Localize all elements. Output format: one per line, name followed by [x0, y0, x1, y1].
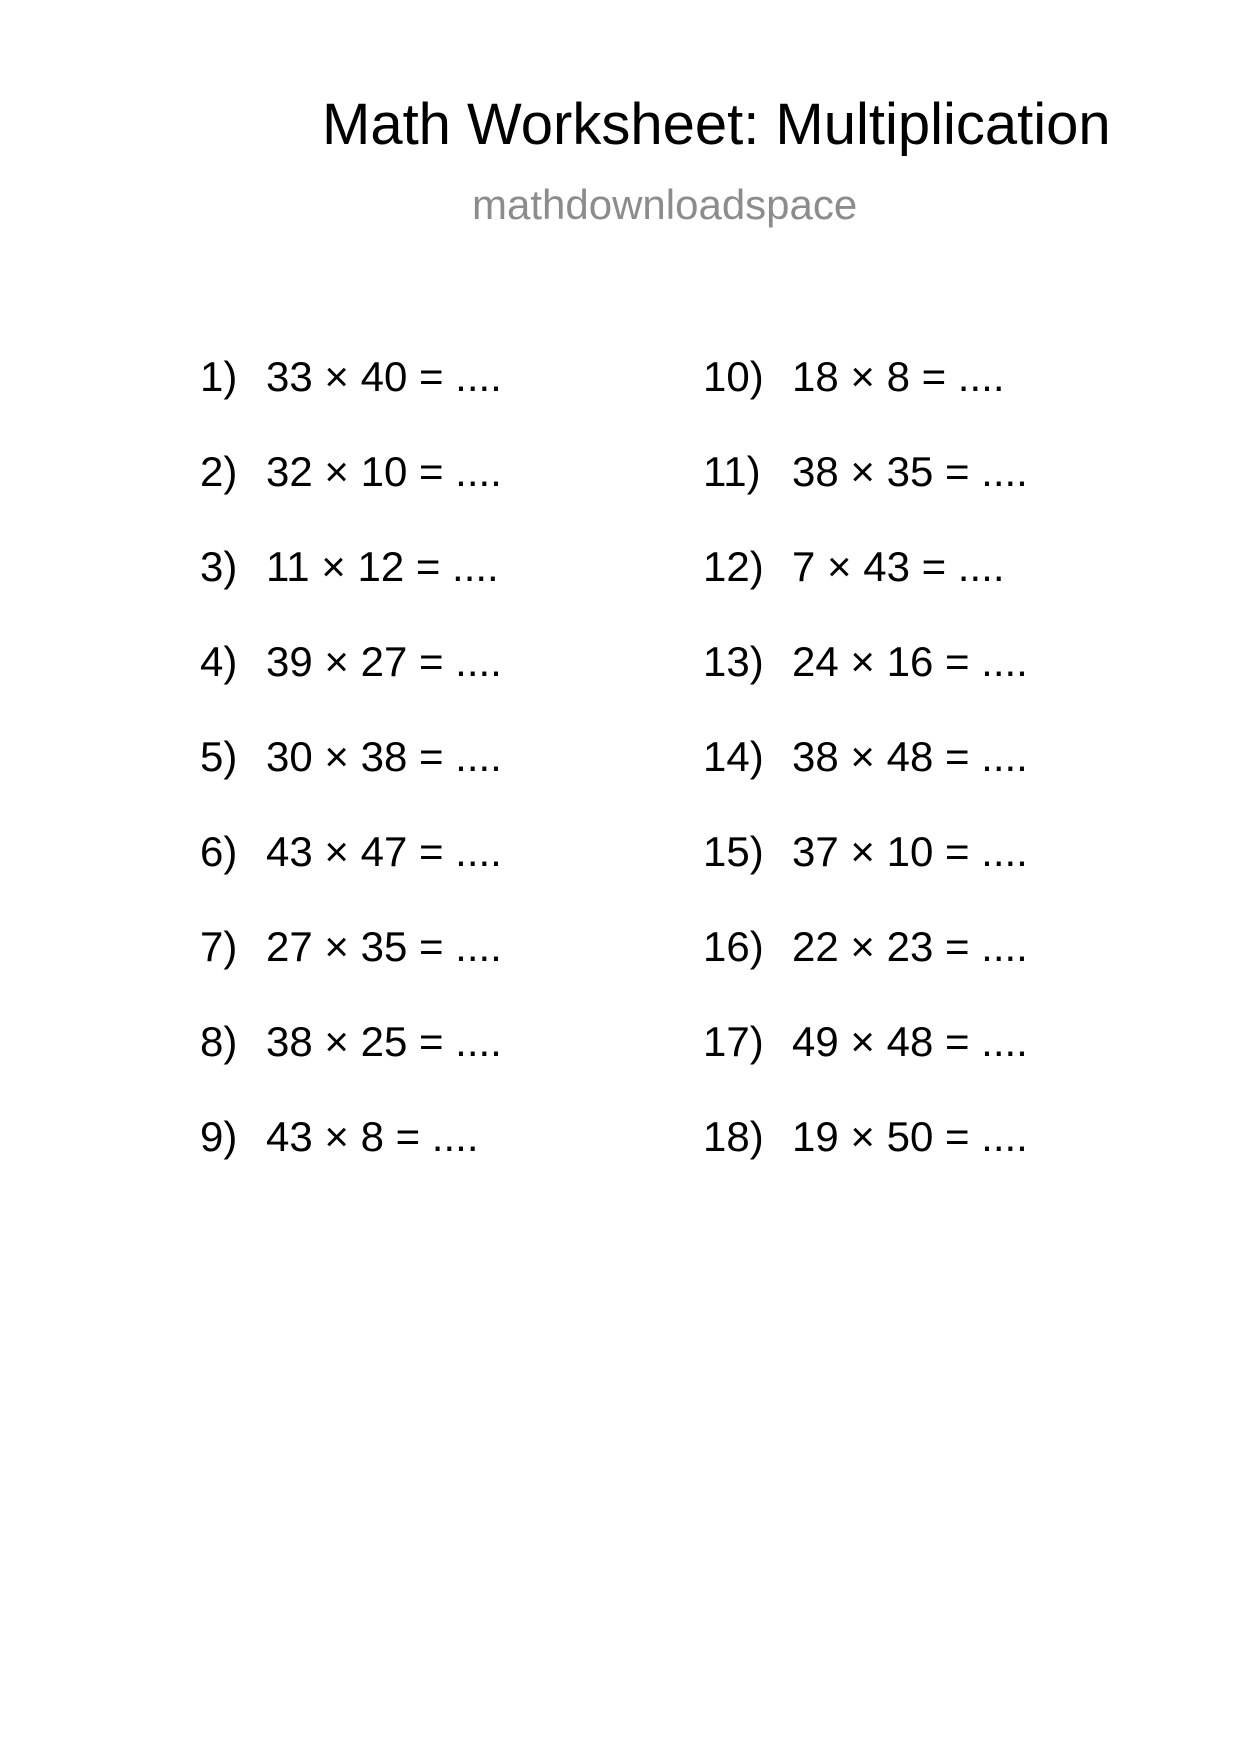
problem-number: 14) — [703, 733, 764, 780]
problem-item — [200, 828, 502, 923]
problem-expression: 30 × 38 = .... — [266, 733, 502, 780]
problem-item — [200, 1018, 502, 1113]
problem-item — [703, 923, 1028, 1018]
problems-right-column — [703, 353, 1028, 1208]
problem-expression: 38 × 35 = .... — [792, 448, 1028, 495]
problem-number: 11) — [703, 448, 761, 495]
problem-number: 15) — [703, 828, 764, 875]
problem-number: 2) — [200, 448, 238, 495]
problem-item — [200, 353, 502, 448]
problem-number: 7) — [200, 923, 238, 970]
problem-expression: 19 × 50 = .... — [792, 1113, 1028, 1160]
problem-number: 4) — [200, 638, 238, 685]
problem-item — [703, 448, 1028, 543]
problem-expression: 49 × 48 = .... — [792, 1018, 1028, 1065]
problem-item — [703, 543, 1028, 638]
problem-item — [703, 1113, 1028, 1208]
problem-expression: 38 × 25 = .... — [266, 1018, 502, 1065]
problem-number: 13) — [703, 638, 764, 685]
problem-expression: 39 × 27 = .... — [266, 638, 502, 685]
problem-number: 10) — [703, 353, 764, 400]
problem-expression: 24 × 16 = .... — [792, 638, 1028, 685]
problem-item — [200, 1113, 502, 1208]
problem-expression: 33 × 40 = .... — [266, 353, 502, 400]
worksheet-title: Math Worksheet: Multiplication — [322, 92, 1111, 157]
problem-item — [703, 828, 1028, 923]
problem-number: 1) — [200, 353, 238, 400]
problem-expression: 37 × 10 = .... — [792, 828, 1028, 875]
problem-number: 9) — [200, 1113, 238, 1160]
problem-expression: 43 × 8 = .... — [266, 1113, 479, 1160]
problem-number: 5) — [200, 733, 238, 780]
problem-number: 12) — [703, 543, 764, 590]
problem-number: 18) — [703, 1113, 764, 1160]
problem-number: 8) — [200, 1018, 238, 1065]
problem-item — [200, 638, 502, 733]
problem-number: 6) — [200, 828, 238, 875]
problem-number: 17) — [703, 1018, 764, 1065]
problem-expression: 38 × 48 = .... — [792, 733, 1028, 780]
problem-item — [200, 543, 502, 638]
problem-item — [703, 353, 1028, 448]
problem-expression: 32 × 10 = .... — [266, 448, 502, 495]
problem-item — [200, 448, 502, 543]
problem-item — [703, 733, 1028, 828]
problem-number: 16) — [703, 923, 764, 970]
problem-expression: 11 × 12 = .... — [266, 543, 499, 590]
problem-expression: 7 × 43 = .... — [792, 543, 1005, 590]
problem-expression: 43 × 47 = .... — [266, 828, 502, 875]
problem-item — [703, 638, 1028, 733]
problem-item — [200, 923, 502, 1018]
problem-expression: 18 × 8 = .... — [792, 353, 1005, 400]
problem-expression: 22 × 23 = .... — [792, 923, 1028, 970]
problem-number: 3) — [200, 543, 238, 590]
problems-left-column — [200, 353, 502, 1208]
worksheet-subtitle: mathdownloadspace — [472, 181, 858, 228]
problem-item — [200, 733, 502, 828]
problem-item — [703, 1018, 1028, 1113]
problem-expression: 27 × 35 = .... — [266, 923, 502, 970]
